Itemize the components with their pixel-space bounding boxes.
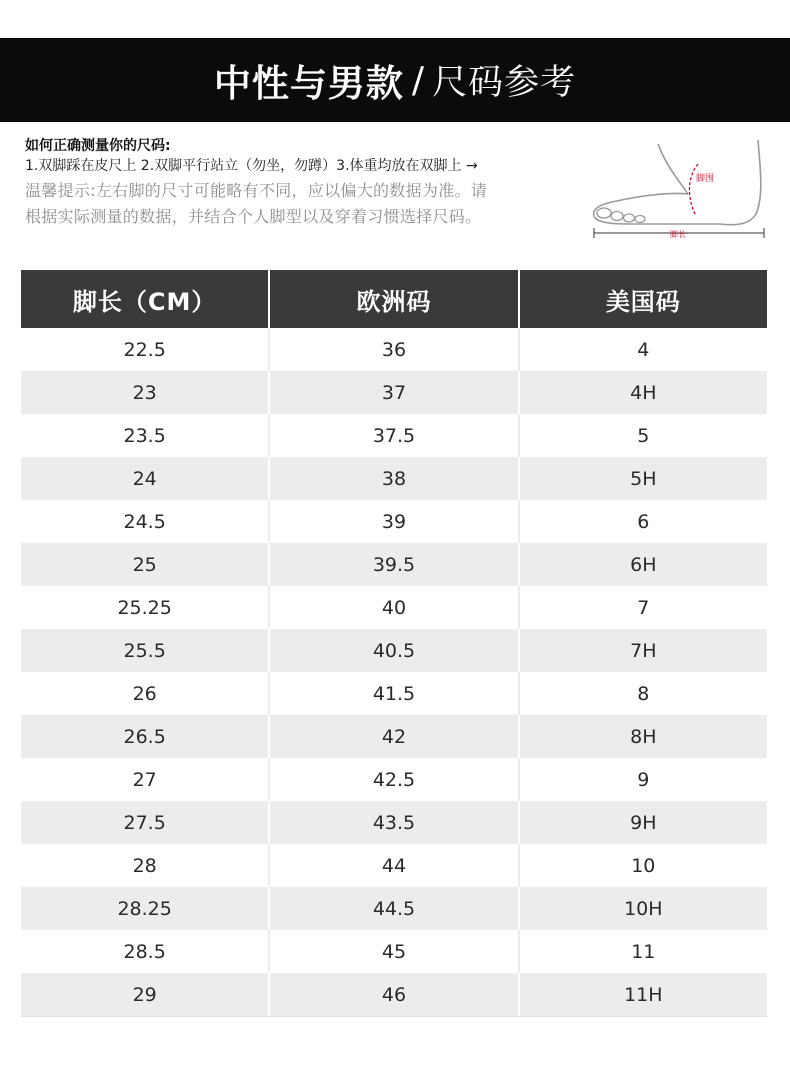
eu-size-cell: 39 — [270, 500, 519, 543]
us-size-cell: 9 — [637, 768, 650, 791]
eu-size-cell: 40.5 — [270, 629, 519, 672]
foot-length-cell: 28.5 — [21, 930, 270, 973]
table-row — [21, 414, 767, 457]
us-size-cell: 6 — [637, 510, 650, 533]
foot-length-cell: 23 — [21, 371, 270, 414]
eu-size-cell: 44.5 — [270, 887, 519, 930]
foot-measurement-diagram — [588, 136, 768, 242]
foot-length-cell: 24 — [21, 457, 270, 500]
tip-line-1: 温馨提示:左右脚的尺寸可能略有不同，应以偏大的数据为准。请 — [25, 181, 488, 200]
us-size-cell: 9H — [630, 811, 657, 834]
eu-size-cell: 42 — [270, 715, 519, 758]
foot-length-cell: 26 — [21, 672, 270, 715]
eu-size-cell: 46 — [270, 973, 519, 1016]
measurement-instructions — [25, 137, 585, 229]
us-size-cell: 11 — [631, 940, 656, 963]
foot-length-cell: 26.5 — [21, 715, 270, 758]
us-size-cell: 5H — [630, 467, 657, 490]
page-header — [0, 38, 790, 122]
size-table-header — [21, 270, 767, 328]
tip-line-2: 根据实际测量的数据，并结合个人脚型以及穿着习惯选择尺码。 — [25, 207, 482, 226]
header-foot-length: 脚长（CM） — [21, 270, 270, 328]
toe-1 — [597, 208, 611, 218]
eu-size-cell: 42.5 — [270, 758, 519, 801]
header-eu-size: 欧洲码 — [270, 270, 519, 328]
table-row — [21, 500, 767, 543]
size-table-body — [21, 328, 767, 1017]
foot-length-cell: 23.5 — [21, 414, 270, 457]
instructions-heading: 如何正确测量你的尺码: — [25, 138, 171, 154]
foot-length-cell: 28.25 — [21, 887, 270, 930]
us-size-cell: 10H — [624, 897, 663, 920]
foot-length-cell: 25.25 — [21, 586, 270, 629]
table-row — [21, 930, 767, 973]
eu-size-cell: 37 — [270, 371, 519, 414]
table-row — [21, 758, 767, 801]
leg-outline — [658, 144, 688, 194]
foot-length-cell: 28 — [21, 844, 270, 887]
us-size-cell: 6H — [630, 553, 657, 576]
eu-size-cell: 40 — [270, 586, 519, 629]
table-row — [21, 586, 767, 629]
eu-size-cell: 44 — [270, 844, 519, 887]
foot-length-cell: 27.5 — [21, 801, 270, 844]
table-row — [21, 328, 767, 371]
foot-length-cell: 24.5 — [21, 500, 270, 543]
eu-size-cell: 43.5 — [270, 801, 519, 844]
title-category: 中性与男款 — [213, 62, 404, 105]
eu-size-cell: 37.5 — [270, 414, 519, 457]
foot-length-cell: 25 — [21, 543, 270, 586]
toe-2 — [611, 212, 623, 221]
foot-length-cell: 22.5 — [21, 328, 270, 371]
eu-size-cell: 36 — [270, 328, 519, 371]
header-us-size: 美国码 — [605, 287, 681, 316]
table-row — [21, 973, 767, 1016]
us-size-cell: 11H — [624, 983, 663, 1006]
eu-size-cell: 41.5 — [270, 672, 519, 715]
table-row — [21, 543, 767, 586]
instructions-steps: 1.双脚踩在皮尺上 2.双脚平行站立（勿坐，勿蹲）3.体重均放在双脚上 → — [25, 158, 478, 174]
table-row — [21, 457, 767, 500]
table-row — [21, 801, 767, 844]
girth-label: 脚围 — [696, 174, 715, 184]
us-size-cell: 10 — [631, 854, 656, 877]
table-row — [21, 844, 767, 887]
us-size-cell: 5 — [637, 424, 650, 447]
us-size-cell: 4H — [630, 381, 657, 404]
us-size-cell: 8H — [630, 725, 657, 748]
us-size-cell: 7H — [630, 639, 657, 662]
length-label: 脚长 — [670, 230, 686, 239]
eu-size-cell: 38 — [270, 457, 519, 500]
table-row — [21, 371, 767, 414]
toe-3 — [624, 214, 635, 222]
table-row — [21, 629, 767, 672]
girth-line — [689, 164, 698, 216]
foot-length-cell: 29 — [21, 973, 270, 1016]
eu-size-cell: 39.5 — [270, 543, 519, 586]
title-separator: / — [411, 59, 425, 101]
toe-4 — [635, 216, 645, 223]
table-row — [21, 887, 767, 930]
leg-back-outline — [720, 140, 761, 225]
us-size-cell: 7 — [637, 596, 650, 619]
size-table — [21, 270, 767, 1017]
foot-length-cell: 27 — [21, 758, 270, 801]
table-row — [21, 715, 767, 758]
title-subject: 尺码参考 — [432, 63, 577, 103]
table-row — [21, 672, 767, 715]
us-size-cell: 4 — [637, 338, 650, 361]
foot-length-cell: 25.5 — [21, 629, 270, 672]
us-size-cell: 8 — [637, 682, 650, 705]
eu-size-cell: 45 — [270, 930, 519, 973]
